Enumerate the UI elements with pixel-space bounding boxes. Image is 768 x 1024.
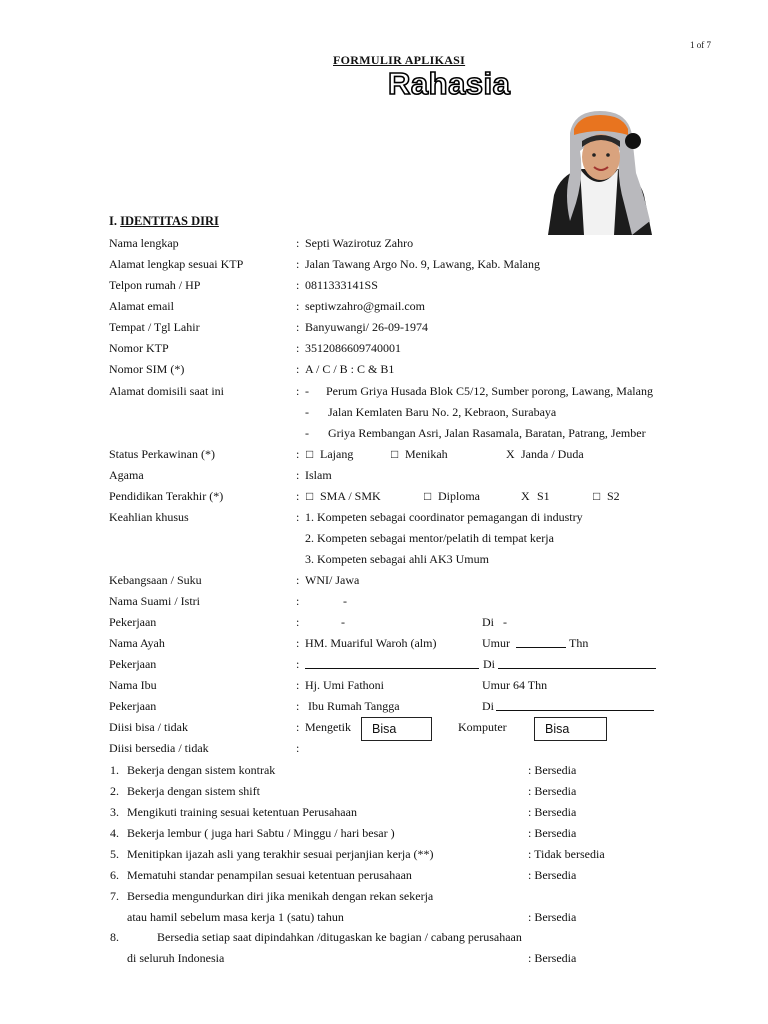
education-option-s2: S2 [607, 489, 620, 503]
colon: : [296, 636, 300, 650]
domicile-address-1: Perum Griya Husada Blok C5/12, Sumber porong, Lawang, Malang [326, 384, 653, 398]
sim-label: Nomor SIM (*) [109, 362, 185, 376]
religion-label: Agama [109, 468, 144, 482]
father-job-label: Pekerjaan [109, 657, 157, 671]
typing-answer-box[interactable]: Bisa [361, 717, 432, 741]
typing-label: Mengetik [305, 720, 351, 734]
colon: : [296, 278, 300, 292]
statement-number: 7. [110, 889, 119, 903]
age-blank-line[interactable] [516, 647, 566, 648]
ability-label: Diisi bisa / tidak [109, 720, 188, 734]
colon: : [296, 362, 300, 376]
page-number: 1 of 7 [690, 40, 711, 50]
colon: : [296, 615, 300, 629]
location-label: Di [482, 699, 494, 713]
colon: : [296, 678, 300, 692]
skill-item: 3. Kompeten sebagai ahli AK3 Umum [305, 552, 489, 566]
colon: : [296, 741, 300, 755]
birth-label: Tempat / Tgl Lahir [109, 320, 200, 334]
marital-option-married: Menikah [405, 447, 448, 461]
spouse-job-value: - [341, 615, 345, 629]
statement-answer: : Bersedia [528, 910, 577, 924]
statement-number: 4. [110, 826, 119, 840]
statement-number: 2. [110, 784, 119, 798]
religion-value: Islam [305, 468, 332, 482]
colon: : [296, 468, 300, 482]
computer-answer-box[interactable]: Bisa [534, 717, 607, 741]
checkbox-icon[interactable]: □ [424, 489, 432, 503]
birth-value: Banyuwangi/ 26-09-1974 [305, 320, 428, 334]
colon: : [296, 236, 300, 250]
years-label: Thn [569, 636, 589, 650]
statement-answer: : Tidak bersedia [528, 847, 605, 861]
spouse-label: Nama Suami / Istri [109, 594, 200, 608]
domicile-address-2: Jalan Kemlaten Baru No. 2, Kebraon, Surabaya [328, 405, 557, 419]
statement-text-continued: di seluruh Indonesia [127, 951, 225, 965]
bullet-dash: - [305, 384, 309, 398]
colon: : [296, 257, 300, 271]
checked-mark[interactable]: X [521, 489, 530, 503]
skills-label: Keahlian khusus [109, 510, 189, 524]
spouse-value: - [343, 594, 347, 608]
mother-job-value: Ibu Rumah Tangga [308, 699, 400, 713]
phone-value: 0811333141SS [305, 278, 378, 292]
phone-label: Telpon rumah / HP [109, 278, 201, 292]
email-value: septiwzahro@gmail.com [305, 299, 426, 313]
father-job-blank-line[interactable] [305, 668, 479, 669]
ktp-number-value: 3512086609740001 [305, 341, 401, 355]
statement-text: Mematuhi standar penampilan sesuai ketentuan perusahaan [127, 868, 412, 882]
bullet-dash: - [305, 405, 309, 419]
colon: : [296, 699, 300, 713]
colon: : [296, 510, 300, 524]
checkbox-icon[interactable]: □ [391, 447, 399, 461]
mother-label: Nama Ibu [109, 678, 157, 692]
statement-text: Mengikuti training sesuai ketentuan Perusahaan [127, 805, 357, 819]
colon: : [296, 320, 300, 334]
colon: : [296, 594, 300, 608]
statement-number: 5. [110, 847, 119, 861]
father-value: HM. Muariful Waroh (alm) [305, 636, 437, 650]
sim-value: A / C / B : C & B1 [305, 362, 395, 376]
colon: : [296, 573, 300, 587]
statement-text: Bekerja dengan sistem kontrak [127, 763, 276, 777]
age-label: Umur [482, 636, 510, 650]
mother-job-label: Pekerjaan [109, 699, 157, 713]
nationality-label: Kebangsaan / Suku [109, 573, 202, 587]
statement-answer: : Bersedia [528, 763, 577, 777]
skill-item: 2. Kompeten sebagai mentor/pelatih di tempat kerja [305, 531, 554, 545]
statement-number: 8. [110, 930, 119, 944]
form-title: FORMULIR APLIKASI [333, 53, 466, 67]
statement-number: 6. [110, 868, 119, 882]
name-value: Septi Wazirotuz Zahro [305, 236, 414, 250]
nationality-value: WNI/ Jawa [305, 573, 360, 587]
statement-text: Bekerja dengan sistem shift [127, 784, 260, 798]
section-title: IDENTITAS DIRI [120, 214, 219, 228]
mother-value: Hj. Umi Fathoni [305, 678, 385, 692]
location-label: Di [482, 615, 494, 629]
willingness-label: Diisi bersedia / tidak [109, 741, 209, 755]
colon: : [296, 447, 300, 461]
checkbox-icon[interactable]: □ [306, 447, 314, 461]
marital-option-widowed: Janda / Duda [521, 447, 584, 461]
education-label: Pendidikan Terakhir (*) [109, 489, 224, 503]
colon: : [296, 341, 300, 355]
education-option-diploma: Diploma [438, 489, 480, 503]
computer-label: Komputer [458, 720, 507, 734]
statement-text: Bersedia mengundurkan diri jika menikah dengan rekan sekerja [127, 889, 434, 903]
colon: : [296, 657, 300, 671]
location-label: Di [483, 657, 495, 671]
statement-text: Bersedia setiap saat dipindahkan /ditugaskan ke bagian / cabang perusahaan [157, 930, 522, 944]
checked-mark[interactable]: X [506, 447, 515, 461]
statement-answer: : Bersedia [528, 784, 577, 798]
section-number: I. [109, 214, 117, 228]
section-heading [109, 214, 219, 229]
statement-text: Menitipkan ijazah asli yang terakhir sesuai perjanjian kerja (**) [127, 847, 434, 861]
colon: : [296, 489, 300, 503]
marital-label: Status Perkawinan (*) [109, 447, 215, 461]
colon: : [296, 720, 300, 734]
statement-text-continued: atau hamil sebelum masa kerja 1 (satu) tahun [127, 910, 344, 924]
skill-item: 1. Kompeten sebagai coordinator pemagangan di industry [305, 510, 583, 524]
mother-age-value: Umur 64 Thn [482, 678, 548, 692]
statement-text: Bekerja lembur ( juga hari Sabtu / Minggu / hari besar ) [127, 826, 395, 840]
statement-number: 1. [110, 763, 119, 777]
spouse-location-value: - [503, 615, 507, 629]
statement-answer: : Bersedia [528, 805, 577, 819]
checkbox-icon[interactable]: □ [306, 489, 314, 503]
spouse-job-label: Pekerjaan [109, 615, 157, 629]
mother-location-blank-line[interactable] [496, 710, 654, 711]
father-location-blank-line[interactable] [498, 668, 656, 669]
education-option-s1: S1 [537, 489, 550, 503]
name-label: Nama lengkap [109, 236, 179, 250]
ktp-address-value: Jalan Tawang Argo No. 9, Lawang, Kab. Malang [305, 257, 540, 271]
applicant-photo [540, 103, 658, 235]
checkbox-icon[interactable]: □ [593, 489, 601, 503]
ktp-address-label: Alamat lengkap sesuai KTP [109, 257, 244, 271]
statement-number: 3. [110, 805, 119, 819]
colon: : [296, 384, 300, 398]
colon: : [296, 299, 300, 313]
bullet-dash: - [305, 426, 309, 440]
statement-answer: : Bersedia [528, 826, 577, 840]
domicile-label: Alamat domisili saat ini [109, 384, 224, 398]
email-label: Alamat email [109, 299, 174, 313]
ktp-number-label: Nomor KTP [109, 341, 169, 355]
marital-option-single: Lajang [320, 447, 354, 461]
confidential-stamp: Rahasia [388, 66, 511, 101]
statement-answer: : Bersedia [528, 868, 577, 882]
education-option-sma: SMA / SMK [320, 489, 381, 503]
statement-answer: : Bersedia [528, 951, 577, 965]
father-label: Nama Ayah [109, 636, 165, 650]
domicile-address-3: Griya Rembangan Asri, Jalan Rasamala, Baratan, Patrang, Jember [328, 426, 646, 440]
